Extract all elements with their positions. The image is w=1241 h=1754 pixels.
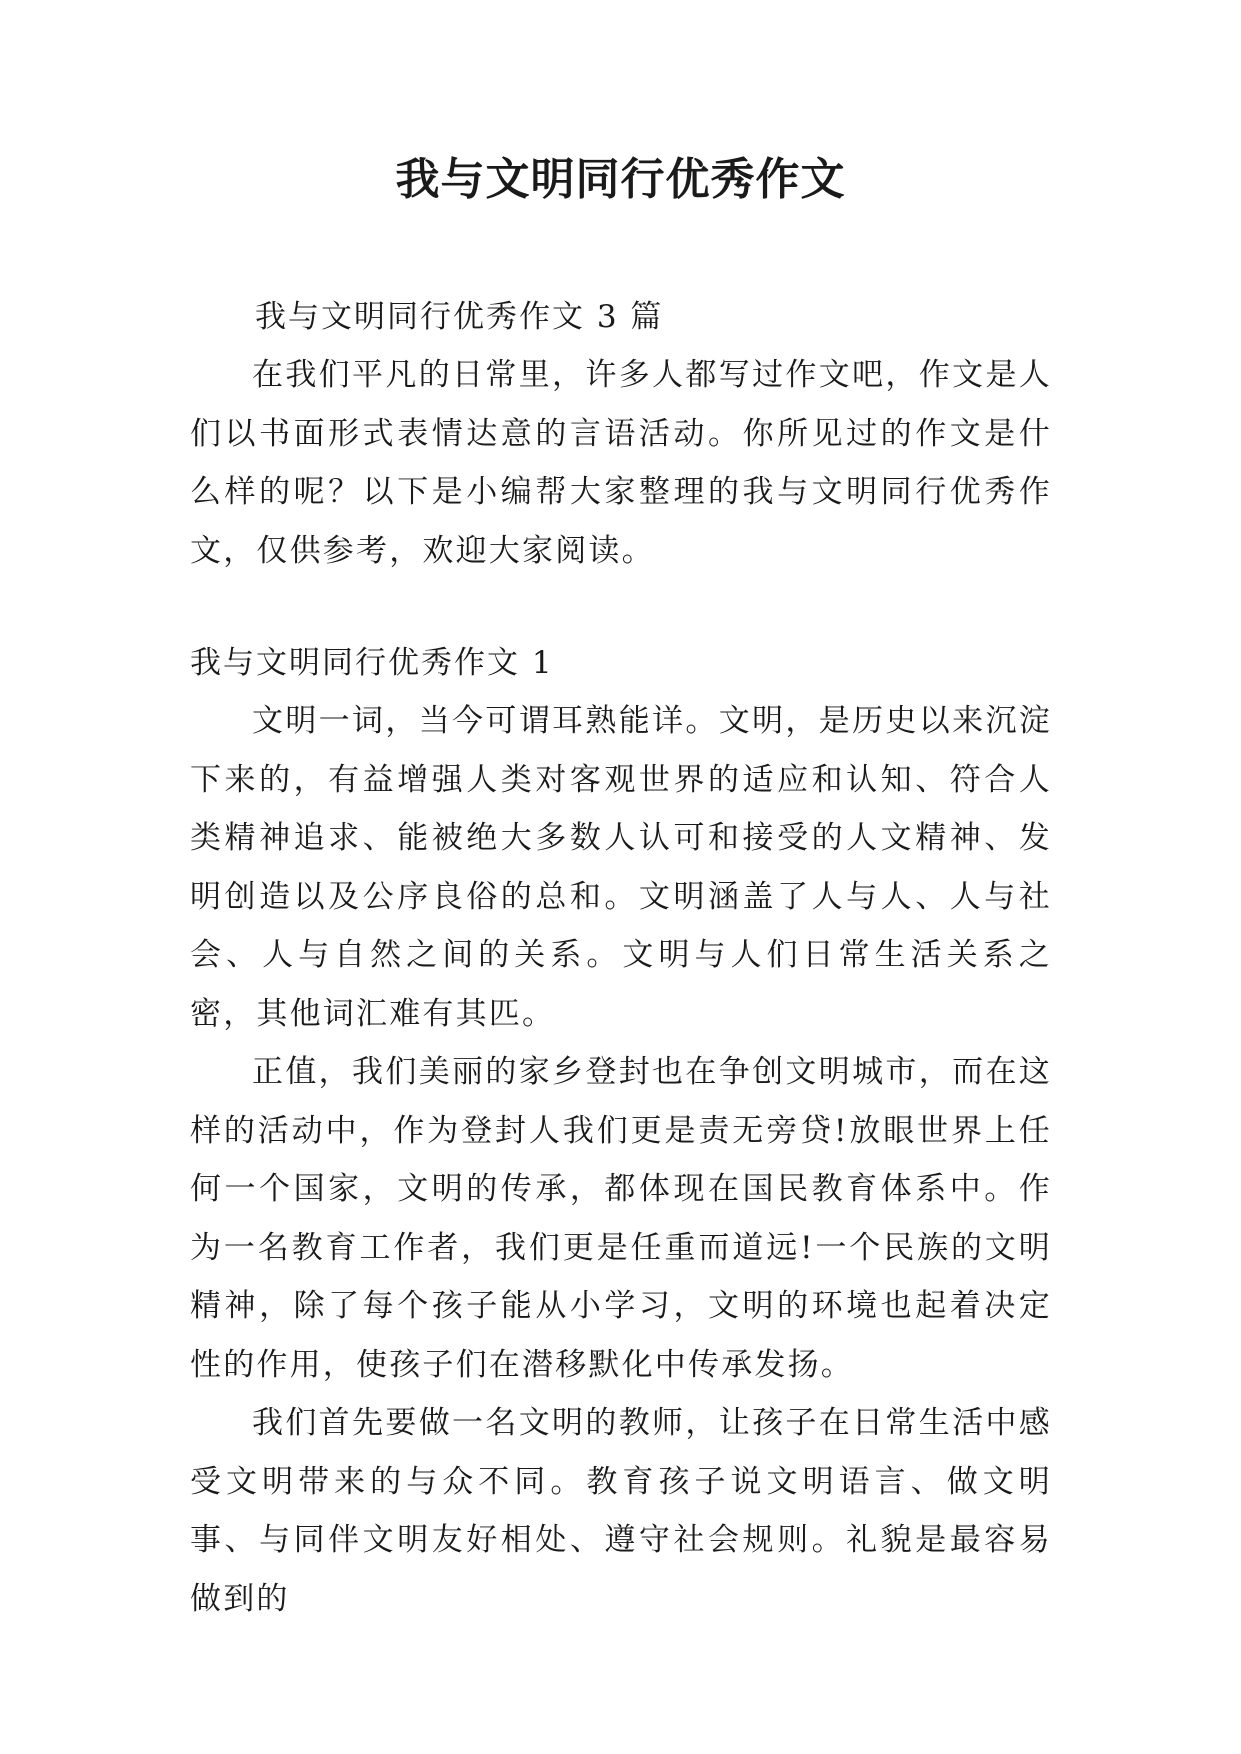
intro-block — [190, 346, 1052, 580]
essay-paragraph-2: 正值，我们美丽的家乡登封也在争创文明城市，而在这样的活动中，作为登封人我们更是责无旁贷!放眼世界上任何一个国家，文明的传承，都体现在国民教育体系中。作为一名教育工作者，我们更是任重而道远!一个民族的文明精神，除了每个孩子能从小学习，文明的环境也起着决定性的作用，使孩子们在潜移默化中传承发扬。 — [190, 1054, 1052, 1383]
essay-paragraph-1: 文明一词，当今可谓耳熟能详。文明，是历史以来沉淀下来的，有益增强人类对客观世界的适应和认知、符合人类精神追求、能被绝大多数人认可和接受的人文精神、发明创造以及公序良俗的总和。文明涵盖了人与人、人与社会、人与自然之间的关系。文明与人们日常生活关系之密，其他词汇难有其匹。 — [190, 703, 1052, 1032]
essay-paragraph-3: 我们首先要做一名文明的教师，让孩子在日常生活中感受文明带来的与众不同。教育孩子说文明语言、做文明事、与同伴文明友好相处、遵守社会规则。礼貌是最容易做到的 — [190, 1405, 1052, 1617]
intro-paragraph: 在我们平凡的日常里，许多人都写过作文吧，作文是人们以书面形式表情达意的言语活动。你所见过的作文是什么样的呢？以下是小编帮大家整理的我与文明同行优秀作文，仅供参考，欢迎大家阅读。 — [190, 357, 1052, 569]
document-subtitle: 我与文明同行优秀作文 3 篇 — [255, 299, 664, 335]
essay-body — [190, 692, 1052, 1628]
section-heading: 我与文明同行优秀作文 1 — [190, 645, 554, 681]
document-title: 我与文明同行优秀作文 — [395, 154, 846, 205]
